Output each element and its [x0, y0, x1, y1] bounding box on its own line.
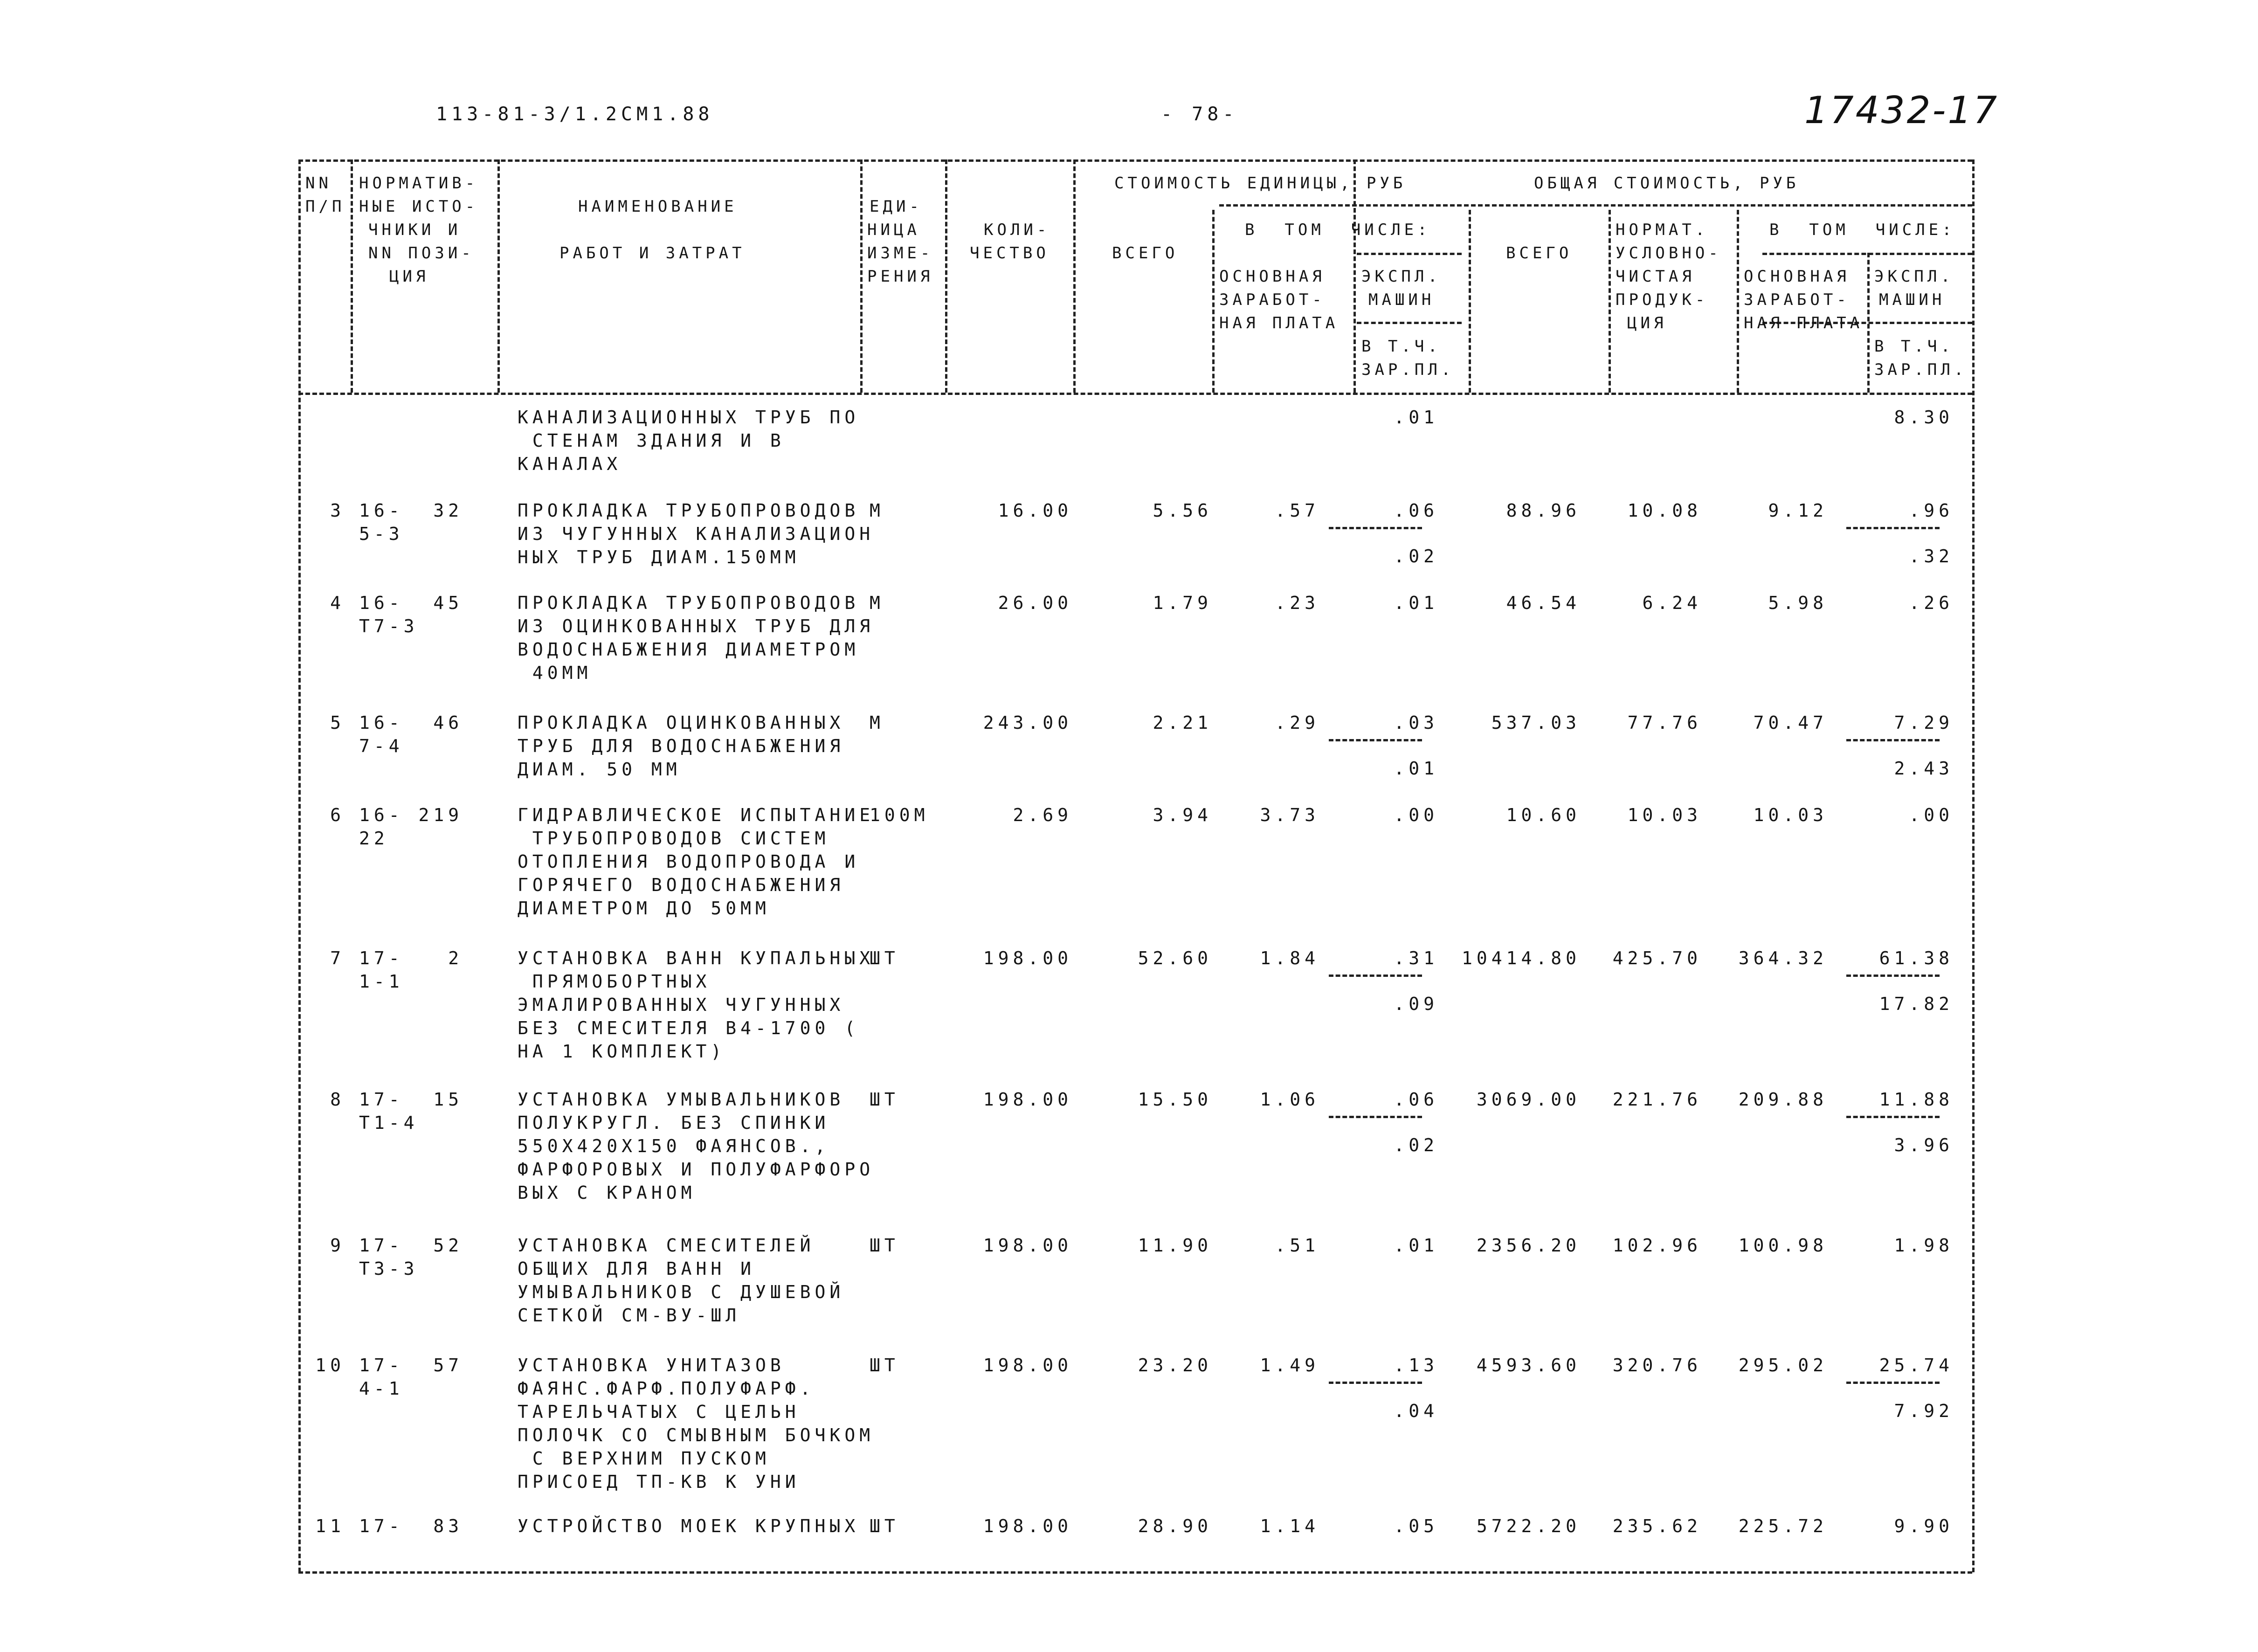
- header-unit-mach-sub-1: В Т.Ч.: [1361, 337, 1441, 356]
- row-mach-total-divider: [1846, 1382, 1940, 1384]
- row-name-line: ФАЯНС.ФАРФ.ПОЛУФАРФ.: [518, 1378, 815, 1399]
- row-unit: ШТ: [870, 1516, 899, 1536]
- row-norm-code: 1-1: [359, 971, 404, 992]
- row-name-line: ПРОКЛАДКА ОЦИНКОВАННЫХ: [518, 712, 845, 733]
- row-number: 11: [315, 1516, 345, 1536]
- row-norm-code: Т3-3: [359, 1258, 419, 1279]
- row-quantity: 198.00: [983, 1235, 1072, 1256]
- row-norm-prod: 320.76: [1612, 1355, 1702, 1376]
- row-unit-mach: .06: [1394, 1089, 1438, 1110]
- row-wage-total: 100.98: [1738, 1235, 1828, 1256]
- header-unit-1: ЕДИ-: [870, 197, 923, 216]
- row-mach-total-divider: [1846, 975, 1940, 977]
- row-quantity: 198.00: [983, 948, 1072, 968]
- row-name-line: ДИАМЕТРОМ ДО 50ММ: [518, 898, 770, 919]
- row-number: 5: [330, 712, 345, 733]
- col-border: [351, 159, 353, 393]
- row-mach-total-sub: 17.82: [1879, 994, 1954, 1014]
- row-unit-mach-sub: .01: [1394, 758, 1438, 779]
- row-mach-total: 9.90: [1894, 1516, 1954, 1536]
- row-unit-mach: .13: [1394, 1355, 1438, 1376]
- document-code: 113-81-3/1.2СМ1.88: [436, 104, 714, 125]
- row-unit: ШТ: [870, 1235, 899, 1256]
- row-name-line: УСТАНОВКА УНИТАЗОВ: [518, 1355, 785, 1376]
- row-total: 46.54: [1506, 593, 1581, 613]
- row-name-line: ИЗ ЧУГУННЫХ КАНАЛИЗАЦИОН: [518, 524, 875, 544]
- row-unit-total: 11.90: [1138, 1235, 1212, 1256]
- continuation-name-3: КАНАЛАХ: [518, 454, 622, 474]
- col-border: [497, 159, 500, 393]
- row-total: 2356.20: [1476, 1235, 1581, 1256]
- header-total-mach-sub-2: ЗАР.ПЛ.: [1874, 360, 1968, 379]
- row-name-line: ГОРЯЧЕГО ВОДОСНАБЖЕНИЯ: [518, 875, 845, 895]
- row-name-line: УСТРОЙСТВО МОЕК КРУПНЫХ: [518, 1516, 860, 1536]
- row-name-line: С ВЕРХНИМ ПУСКОМ: [518, 1448, 770, 1469]
- row-norm-prod: 221.76: [1612, 1089, 1702, 1110]
- col-border: [1212, 210, 1215, 393]
- table-top-border: [298, 159, 1972, 162]
- row-norm-code: 22: [359, 828, 389, 849]
- row-norm-code: 16- 45: [359, 593, 463, 613]
- row-name-line: ВЫХ С КРАНОМ: [518, 1182, 696, 1203]
- row-unit-mach-divider: [1329, 1382, 1422, 1384]
- row-mach-total: 7.29: [1894, 712, 1954, 733]
- header-unit-total: ВСЕГО: [1112, 244, 1179, 263]
- row-mach-total-sub: 2.43: [1894, 758, 1954, 779]
- header-norm-4: NN ПОЗИ-: [368, 244, 475, 263]
- continuation-unit-mach-sub: .01: [1394, 407, 1438, 428]
- row-unit-total: 15.50: [1138, 1089, 1212, 1110]
- col-border: [945, 159, 947, 393]
- row-norm-code: Т1-4: [359, 1113, 419, 1133]
- row-name-line: ПРЯМОБОРТНЫХ: [518, 971, 711, 992]
- row-quantity: 198.00: [983, 1355, 1072, 1376]
- header-total-wage-3: НАЯ ПЛАТА: [1744, 314, 1864, 332]
- row-total: 4593.60: [1476, 1355, 1581, 1376]
- row-mach-total-sub: 3.96: [1894, 1135, 1954, 1155]
- row-norm-code: 16- 219: [359, 805, 463, 825]
- header-norm-3: ЧНИКИ И: [368, 221, 462, 239]
- header-total-cost-group: ОБЩАЯ СТОИМОСТЬ, РУБ: [1534, 174, 1800, 193]
- row-mach-total: .00: [1909, 805, 1954, 825]
- row-unit-wage: .23: [1275, 593, 1319, 613]
- row-name-line: ТАРЕЛЬЧАТЫХ С ЦЕЛЬН: [518, 1402, 800, 1422]
- row-unit-mach-divider: [1329, 1116, 1422, 1118]
- row-unit-total: 52.60: [1138, 948, 1212, 968]
- row-unit-wage: .29: [1275, 712, 1319, 733]
- header-total: ВСЕГО: [1506, 244, 1573, 263]
- row-name-line: УСТАНОВКА ВАНН КУПАЛЬНЫХ: [518, 948, 875, 968]
- col-border: [1737, 210, 1739, 393]
- row-name-line: ДИАМ. 50 ММ: [518, 759, 681, 780]
- row-number: 6: [330, 805, 345, 825]
- header-total-mach-2: МАШИН: [1879, 290, 1946, 309]
- row-unit-mach-sub: .09: [1394, 994, 1438, 1014]
- row-total: 5722.20: [1476, 1516, 1581, 1536]
- row-name-line: ПОЛОЧК СО СМЫВНЫМ БОЧКОМ: [518, 1425, 875, 1445]
- row-mach-total: .26: [1909, 593, 1954, 613]
- row-unit: ШТ: [870, 1355, 899, 1376]
- row-mach-total: 11.88: [1879, 1089, 1954, 1110]
- row-unit-total: 2.21: [1153, 712, 1212, 733]
- row-unit-wage: 1.84: [1260, 948, 1319, 968]
- row-norm-code: 17- 83: [359, 1516, 463, 1536]
- row-total: 10414.80: [1461, 948, 1581, 968]
- unit-incl-divider: [1357, 253, 1462, 255]
- header-total-incl: В ТОМ ЧИСЛЕ:: [1769, 221, 1955, 239]
- col-border-left: [298, 159, 301, 1572]
- header-nn-2: П/П: [305, 197, 345, 216]
- row-quantity: 198.00: [983, 1516, 1072, 1536]
- header-unit-wage-3: НАЯ ПЛАТА: [1219, 314, 1339, 332]
- row-unit-total: 28.90: [1138, 1516, 1212, 1536]
- header-norm-prod-2: УСЛОВНО-: [1616, 244, 1722, 263]
- row-mach-total-sub: 7.92: [1894, 1401, 1954, 1421]
- row-unit-mach: .31: [1394, 948, 1438, 968]
- row-norm-prod: 235.62: [1612, 1516, 1702, 1536]
- row-unit-wage: 1.06: [1260, 1089, 1319, 1110]
- handwritten-stamp: 17432-17: [1804, 89, 1999, 132]
- header-total-wage-2: ЗАРАБОТ-: [1744, 290, 1850, 309]
- row-unit: М: [870, 500, 884, 521]
- row-norm-code: 4-1: [359, 1378, 404, 1399]
- row-unit-wage: .57: [1275, 500, 1319, 521]
- row-mach-total: 61.38: [1879, 948, 1954, 968]
- row-unit-total: 3.94: [1153, 805, 1212, 825]
- col-border: [1867, 253, 1870, 393]
- header-qty-2: ЧЕСТВО: [970, 244, 1050, 263]
- row-norm-code: 5-3: [359, 524, 404, 544]
- continuation-name-2: СТЕНАМ ЗДАНИЯ И В: [518, 430, 785, 451]
- row-unit-mach: .01: [1394, 593, 1438, 613]
- row-unit-mach: .03: [1394, 712, 1438, 733]
- unit-mach-divider: [1357, 322, 1462, 324]
- row-mach-total-divider: [1846, 527, 1940, 529]
- header-norm-prod-3: ЧИСТАЯ: [1616, 267, 1695, 286]
- row-norm-code: 17- 15: [359, 1089, 463, 1110]
- row-name-line: ПРИСОЕД ТП-КВ К УНИ: [518, 1472, 800, 1492]
- row-mach-total: 25.74: [1879, 1355, 1954, 1376]
- row-total: 10.60: [1506, 805, 1581, 825]
- row-total: 88.96: [1506, 500, 1581, 521]
- col-border: [860, 159, 863, 393]
- row-unit-mach: .01: [1394, 1235, 1438, 1256]
- row-unit: 100М: [870, 805, 929, 825]
- row-mach-total: 1.98: [1894, 1235, 1954, 1256]
- row-name-line: НА 1 КОМПЛЕКТ): [518, 1041, 726, 1062]
- row-norm-prod: 6.24: [1642, 593, 1702, 613]
- header-unit-wage-1: ОСНОВНАЯ: [1219, 267, 1326, 286]
- row-unit-mach: .06: [1394, 500, 1438, 521]
- header-norm-5: ЦИЯ: [389, 267, 429, 286]
- continuation-name-1: КАНАЛИЗАЦИОННЫХ ТРУБ ПО: [518, 407, 860, 428]
- row-norm-code: 7-4: [359, 736, 404, 756]
- row-unit-wage: .51: [1275, 1235, 1319, 1256]
- row-mach-total-sub: .32: [1909, 546, 1954, 567]
- row-norm-code: 16- 32: [359, 500, 463, 521]
- row-unit-mach: .05: [1394, 1516, 1438, 1536]
- row-norm-code: 16- 46: [359, 712, 463, 733]
- row-unit-mach-sub: .02: [1394, 1135, 1438, 1155]
- row-norm-code: 17- 52: [359, 1235, 463, 1256]
- row-quantity: 2.69: [1013, 805, 1072, 825]
- row-number: 7: [330, 948, 345, 968]
- row-wage-total: 9.12: [1768, 500, 1828, 521]
- row-norm-prod: 425.70: [1612, 948, 1702, 968]
- row-unit-mach-divider: [1329, 527, 1422, 529]
- row-wage-total: 10.03: [1753, 805, 1828, 825]
- row-total: 3069.00: [1476, 1089, 1581, 1110]
- row-name-line: НЫХ ТРУБ ДИАМ.150ММ: [518, 547, 800, 567]
- row-wage-total: 295.02: [1738, 1355, 1828, 1376]
- row-unit-mach-divider: [1329, 975, 1422, 977]
- header-norm-1: НОРМАТИВ-: [359, 174, 479, 193]
- row-name-line: ТРУБОПРОВОДОВ СИСТЕМ: [518, 828, 830, 849]
- row-name-line: УМЫВАЛЬНИКОВ С ДУШЕВОЙ: [518, 1282, 845, 1302]
- row-quantity: 198.00: [983, 1089, 1072, 1110]
- row-unit-mach: .00: [1394, 805, 1438, 825]
- row-norm-prod: 102.96: [1612, 1235, 1702, 1256]
- row-total: 537.03: [1491, 712, 1581, 733]
- header-unit-mach-1: ЭКСПЛ.: [1361, 267, 1441, 286]
- row-mach-total-divider: [1846, 1116, 1940, 1118]
- page-number: - 78-: [1161, 104, 1238, 125]
- row-number: 3: [330, 500, 345, 521]
- cost-group-divider: [1219, 204, 1972, 207]
- col-border: [1469, 210, 1471, 393]
- row-name-line: ПОЛУКРУГЛ. БЕЗ СПИНКИ: [518, 1113, 830, 1133]
- col-border-right: [1972, 159, 1975, 1572]
- row-unit-total: 5.56: [1153, 500, 1212, 521]
- row-unit-total: 1.79: [1153, 593, 1212, 613]
- row-name-line: ПРОКЛАДКА ТРУБОПРОВОДОВ: [518, 500, 860, 521]
- row-norm-code: 17- 2: [359, 948, 463, 968]
- col-border: [1609, 210, 1611, 393]
- row-name-line: ИЗ ОЦИНКОВАННЫХ ТРУБ ДЛЯ: [518, 616, 875, 636]
- row-unit-wage: 1.49: [1260, 1355, 1319, 1376]
- row-quantity: 243.00: [983, 712, 1072, 733]
- row-quantity: 26.00: [998, 593, 1072, 613]
- row-name-line: БЕЗ СМЕСИТЕЛЯ В4-1700 (: [518, 1018, 860, 1038]
- header-total-mach-sub-1: В Т.Ч.: [1874, 337, 1954, 356]
- row-unit: ШТ: [870, 1089, 899, 1110]
- row-name-line: ГИДРАВЛИЧЕСКОЕ ИСПЫТАНИЕ: [518, 805, 875, 825]
- header-name-2: РАБОТ И ЗАТРАТ: [559, 244, 746, 263]
- row-norm-code: Т7-3: [359, 616, 419, 636]
- header-total-wage-1: ОСНОВНАЯ: [1744, 267, 1850, 286]
- row-norm-code: 17- 57: [359, 1355, 463, 1376]
- header-norm-prod-5: ЦИЯ: [1627, 314, 1667, 332]
- row-wage-total: 364.32: [1738, 948, 1828, 968]
- table-bottom-border: [298, 1571, 1972, 1574]
- row-unit-mach-sub: .04: [1394, 1401, 1438, 1421]
- continuation-total-mach-sub: 8.30: [1894, 407, 1954, 428]
- row-name-line: ТРУБ ДЛЯ ВОДОСНАБЖЕНИЯ: [518, 736, 845, 756]
- row-unit-mach-divider: [1329, 739, 1422, 741]
- row-norm-prod: 77.76: [1627, 712, 1702, 733]
- row-unit-wage: 3.73: [1260, 805, 1319, 825]
- header-unit-4: РЕНИЯ: [867, 267, 934, 286]
- row-name-line: ОТОПЛЕНИЯ ВОДОПРОВОДА И: [518, 851, 860, 872]
- header-nn-1: NN: [305, 174, 332, 193]
- row-number: 4: [330, 593, 345, 613]
- header-unit-cost-group: СТОИМОСТЬ ЕДИНИЦЫ, РУБ: [1114, 174, 1407, 193]
- header-unit-2: НИЦА: [867, 221, 920, 239]
- header-unit-3: ИЗМЕ-: [867, 244, 934, 263]
- row-wage-total: 70.47: [1753, 712, 1828, 733]
- row-name-line: 40ММ: [518, 663, 592, 683]
- header-norm-2: НЫЕ ИСТО-: [359, 197, 479, 216]
- header-norm-prod-4: ПРОДУК-: [1616, 290, 1709, 309]
- row-unit: ШТ: [870, 948, 899, 968]
- row-mach-total: .96: [1909, 500, 1954, 521]
- row-name-line: ОБЩИХ ДЛЯ ВАНН И: [518, 1258, 756, 1279]
- row-name-line: СЕТКОЙ СМ-ВУ-ШЛ: [518, 1305, 741, 1326]
- row-name-line: ВОДОСНАБЖЕНИЯ ДИАМЕТРОМ: [518, 639, 860, 660]
- header-unit-incl: В ТОМ ЧИСЛЕ:: [1245, 221, 1431, 239]
- row-number: 9: [330, 1235, 345, 1256]
- row-name-line: ФАРФОРОВЫХ И ПОЛУФАРФОРО: [518, 1159, 875, 1180]
- header-bottom-border: [298, 393, 1972, 395]
- row-wage-total: 225.72: [1738, 1516, 1828, 1536]
- header-qty-1: КОЛИ-: [984, 221, 1050, 239]
- header-unit-mach-2: МАШИН: [1368, 290, 1435, 309]
- header-unit-wage-2: ЗАРАБОТ-: [1219, 290, 1326, 309]
- row-norm-prod: 10.08: [1627, 500, 1702, 521]
- row-wage-total: 209.88: [1738, 1089, 1828, 1110]
- header-total-mach-1: ЭКСПЛ.: [1874, 267, 1954, 286]
- header-unit-mach-sub-2: ЗАР.ПЛ.: [1361, 360, 1455, 379]
- header-norm-prod-1: НОРМАТ.: [1616, 221, 1709, 239]
- row-unit: М: [870, 593, 884, 613]
- row-name-line: ЭМАЛИРОВАННЫХ ЧУГУННЫХ: [518, 995, 845, 1015]
- col-border: [1073, 159, 1076, 393]
- row-quantity: 16.00: [998, 500, 1072, 521]
- row-name-line: 550Х420Х150 ФАЯНСОВ.,: [518, 1136, 830, 1156]
- row-name-line: ПРОКЛАДКА ТРУБОПРОВОДОВ: [518, 593, 860, 613]
- row-number: 8: [330, 1089, 345, 1110]
- header-name-1: НАИМЕНОВАНИЕ: [578, 197, 738, 216]
- row-name-line: УСТАНОВКА СМЕСИТЕЛЕЙ: [518, 1235, 815, 1256]
- row-unit-total: 23.20: [1138, 1355, 1212, 1376]
- row-wage-total: 5.98: [1768, 593, 1828, 613]
- row-norm-prod: 10.03: [1627, 805, 1702, 825]
- row-unit-wage: 1.14: [1260, 1516, 1319, 1536]
- row-mach-total-divider: [1846, 739, 1940, 741]
- row-unit-mach-sub: .02: [1394, 546, 1438, 567]
- row-name-line: УСТАНОВКА УМЫВАЛЬНИКОВ: [518, 1089, 845, 1110]
- row-unit: М: [870, 712, 884, 733]
- row-number: 10: [315, 1355, 345, 1376]
